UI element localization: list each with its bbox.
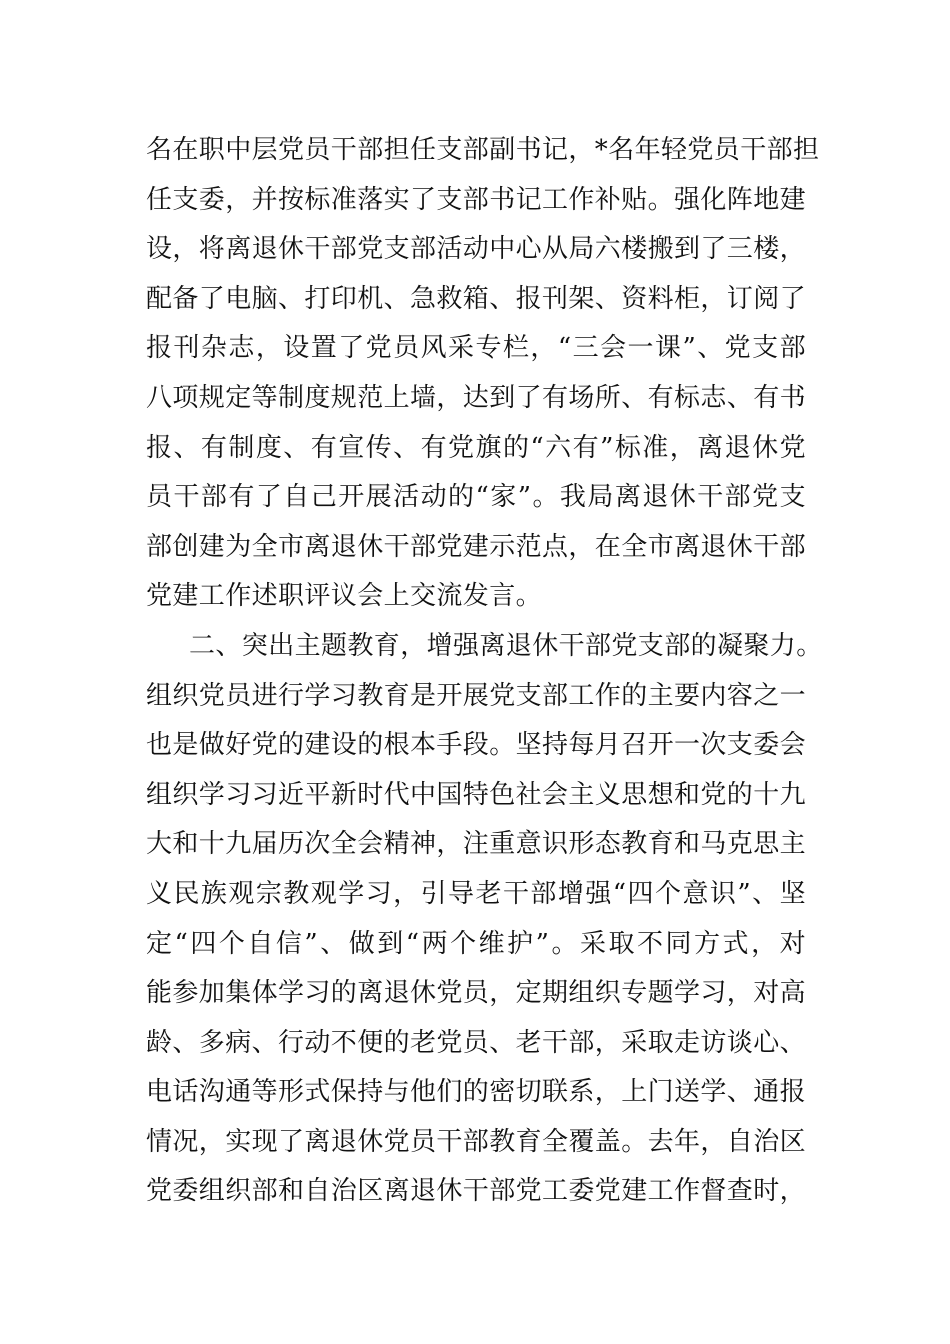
- text-line-18: 能参加集体学习的离退休党员，定期组织专题学习，对高: [146, 978, 807, 1009]
- text-line-7: 报、有制度、有宣传、有党旗的“六有”标准，离退休党: [146, 432, 806, 463]
- body-text: [146, 126, 823, 1217]
- section-heading-2: 二、突出主题教育，增强离退休干部党支部的凝聚力。: [189, 630, 823, 661]
- text-line-9: 部创建为全市离退休干部党建示范点，在全市离退休干部: [146, 531, 807, 562]
- text-line-21: 情况，实现了离退休党员干部教育全覆盖。去年，自治区: [146, 1126, 807, 1157]
- text-line-3: 设，将离退休干部党支部活动中心从局六楼搬到了三楼，: [146, 234, 807, 265]
- text-line-17: 定“四个自信”、做到“两个维护”。采取不同方式，对: [146, 928, 806, 959]
- text-line-6: 八项规定等制度规范上墙，达到了有场所、有标志、有书: [146, 382, 807, 413]
- text-line-12: 组织党员进行学习教育是开展党支部工作的主要内容之一: [146, 680, 807, 711]
- text-line-10: 党建工作述职评议会上交流发言。: [146, 581, 543, 612]
- text-line-15: 大和十九届历次全会精神，注重意识形态教育和马克思主: [146, 829, 807, 860]
- text-line-20: 电话沟通等形式保持与他们的密切联系，上门送学、通报: [146, 1077, 807, 1108]
- text-line-8: 员干部有了自己开展活动的“家”。我局离退休干部党支: [146, 482, 806, 513]
- text-line-2: 任支委，并按标准落实了支部书记工作补贴。强化阵地建: [146, 184, 807, 215]
- text-line-19: 龄、多病、行动不便的老党员、老干部，采取走访谈心、: [146, 1027, 807, 1058]
- text-line-5: 报刊杂志，设置了党员风采专栏，“三会一课”、党支部: [146, 333, 806, 364]
- text-line-22: 党委组织部和自治区离退休干部党工委党建工作督查时，: [146, 1176, 807, 1207]
- text-line-16: 义民族观宗教观学习，引导老干部增强“四个意识”、坚: [146, 878, 806, 909]
- text-line-14: 组织学习习近平新时代中国特色社会主义思想和党的十九: [146, 779, 807, 810]
- text-line-4: 配备了电脑、打印机、急救箱、报刊架、资料柜，订阅了: [146, 283, 807, 314]
- text-line-13: 也是做好党的建设的根本手段。坚持每月召开一次支委会: [146, 730, 807, 761]
- text-line-1: 名在职中层党员干部担任支部副书记，*名年轻党员干部担: [146, 135, 820, 165]
